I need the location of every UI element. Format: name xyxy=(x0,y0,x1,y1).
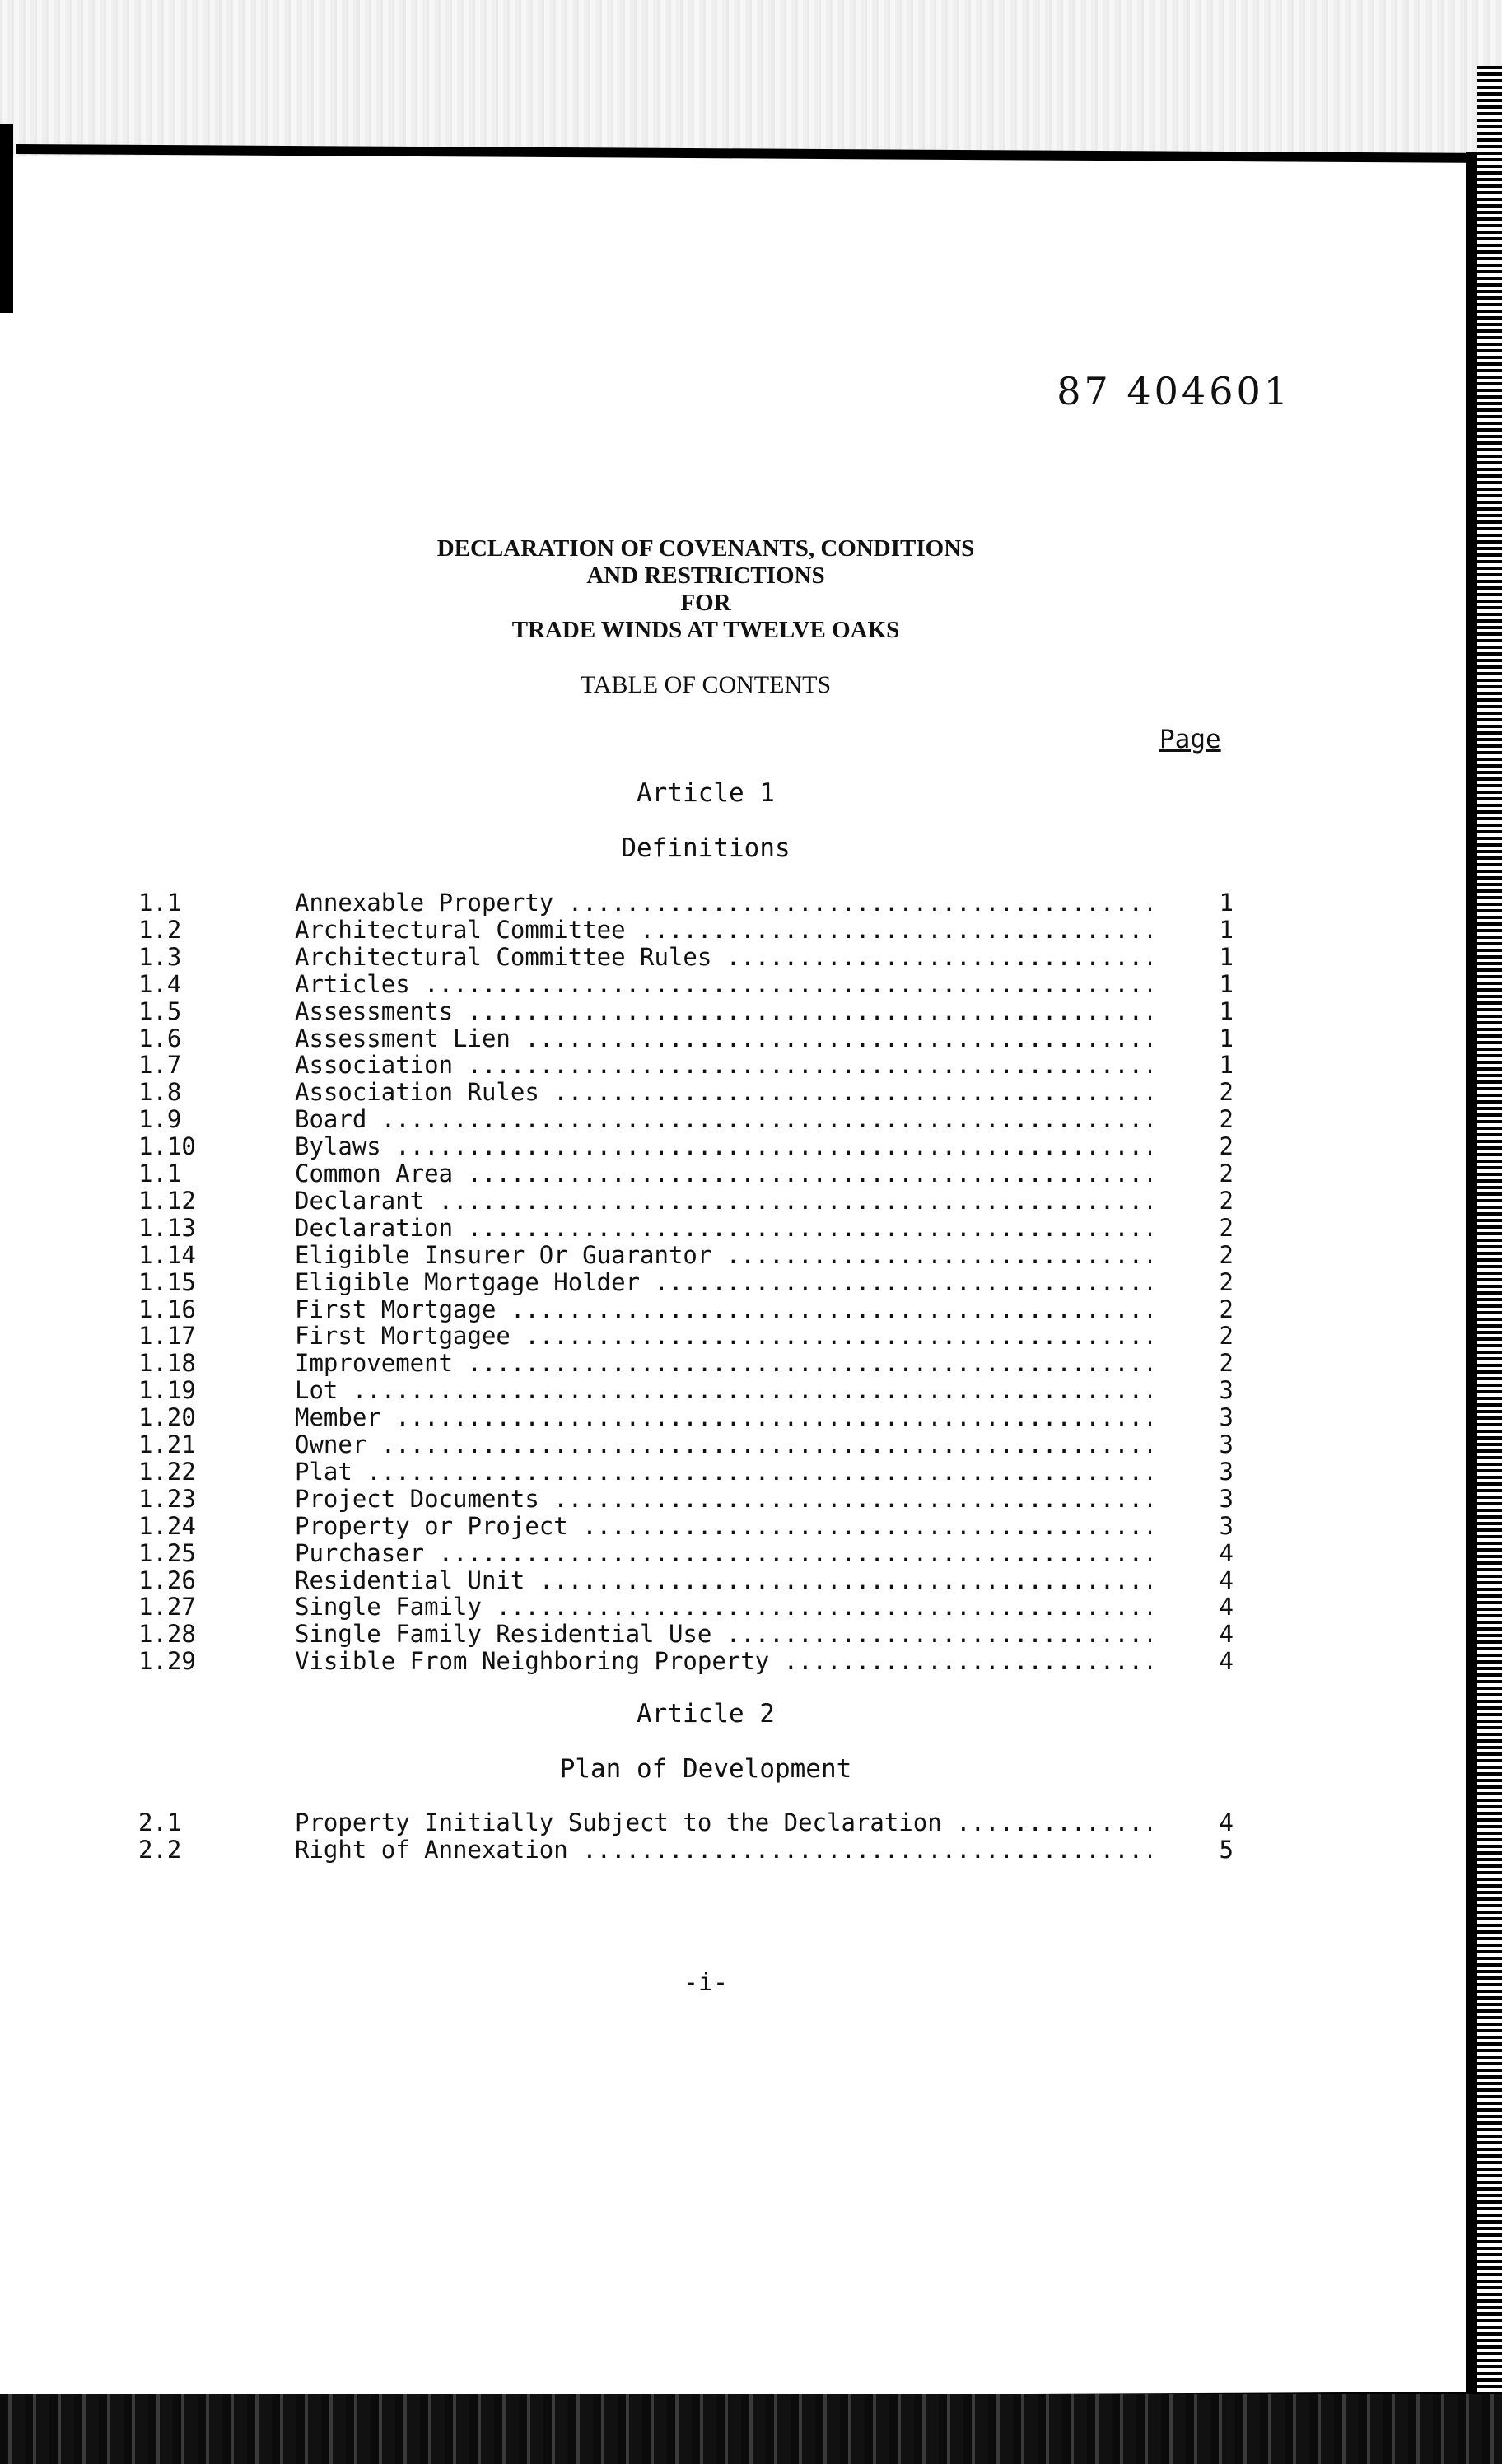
toc-entry-title: Member ..... xyxy=(295,1404,1151,1431)
toc-entry-number: 1.19 xyxy=(138,1376,196,1405)
toc-entry-title: Residential Unit ..... xyxy=(295,1567,1151,1594)
toc-entry xyxy=(138,1404,1234,1431)
toc-entry-number: 1.7 xyxy=(138,1051,182,1080)
toc-entry xyxy=(138,1594,1234,1621)
toc-entry-number: 1.3 xyxy=(138,942,182,971)
toc-entry xyxy=(138,971,1234,998)
toc-entry-number: 2.1 xyxy=(138,1808,182,1836)
toc-entry-number: 1.12 xyxy=(138,1186,196,1215)
toc-entry-page: 2 xyxy=(1219,1213,1234,1242)
toc-entry-title: Project Documents ..... xyxy=(295,1486,1151,1513)
toc-entry-number: 1.13 xyxy=(138,1213,196,1242)
toc-entry-page: 3 xyxy=(1219,1376,1234,1405)
toc-entry-page: 1 xyxy=(1219,1024,1234,1052)
toc-entry-title: Property Initially Subject to the Declaration ..... xyxy=(295,1809,1151,1836)
toc-entry-number: 1.17 xyxy=(138,1322,196,1351)
toc-entry-title: Improvement ..... xyxy=(295,1350,1151,1377)
toc-entry-title: Association Rules ..... xyxy=(295,1079,1151,1106)
toc-entry-page: 2 xyxy=(1219,1267,1234,1296)
toc-entry xyxy=(138,1513,1234,1540)
toc-entry xyxy=(138,1188,1234,1215)
toc-entry-page: 1 xyxy=(1219,969,1234,998)
toc-entry xyxy=(138,1540,1234,1567)
toc-entry xyxy=(138,1809,1234,1836)
toc-entry-title: Single Family Residential Use ..... xyxy=(295,1621,1151,1648)
title-line: AND RESTRICTIONS xyxy=(586,562,825,589)
toc-entry-number: 1.18 xyxy=(138,1349,196,1378)
toc-entry-number: 1.23 xyxy=(138,1484,196,1513)
toc-entry-page: 2 xyxy=(1219,1132,1234,1161)
toc-entry xyxy=(138,1350,1234,1377)
page-column-label: Page xyxy=(1159,725,1221,754)
toc-entry-title: Eligible Insurer Or Guarantor ..... xyxy=(295,1242,1151,1269)
toc-entry xyxy=(138,1621,1234,1648)
toc-entry-number: 2.2 xyxy=(138,1835,182,1864)
toc-entry-page: 3 xyxy=(1219,1430,1234,1458)
scan-noise-bottom xyxy=(0,2394,1502,2464)
toc-entry xyxy=(138,1377,1234,1404)
toc-entry-title: Visible From Neighboring Property ..... xyxy=(295,1648,1151,1675)
toc-entry-number: 1.4 xyxy=(138,969,182,998)
toc-entry xyxy=(138,1836,1234,1864)
toc-entry xyxy=(138,1133,1234,1160)
toc-entry-page: 1 xyxy=(1219,1051,1234,1080)
toc-entry-page: 1 xyxy=(1219,889,1234,917)
toc-entry-title: Articles ..... xyxy=(295,971,1151,998)
toc-entry xyxy=(138,1458,1234,1486)
toc-entry-title: Assessment Lien ..... xyxy=(295,1025,1151,1052)
toc-entry-title: Single Family ..... xyxy=(295,1594,1151,1621)
scan-noise-top xyxy=(0,0,1502,156)
toc-entry xyxy=(138,1296,1234,1323)
scan-edge-left xyxy=(0,124,13,313)
toc-entry-page: 1 xyxy=(1219,996,1234,1025)
toc-entry xyxy=(138,1323,1234,1350)
toc-entry-number: 1.29 xyxy=(138,1647,196,1676)
toc-entry xyxy=(138,1486,1234,1513)
toc-entry-page: 4 xyxy=(1219,1647,1234,1676)
toc-entry-title: Assessments ..... xyxy=(295,998,1151,1025)
toc-entry-number: 1.28 xyxy=(138,1620,196,1649)
toc-entry-number: 1.1 xyxy=(138,889,182,917)
toc-entry-title: Declaration ..... xyxy=(295,1215,1151,1242)
toc-entry-number: 1.9 xyxy=(138,1105,182,1134)
toc-entry-title: Declarant ..... xyxy=(295,1188,1151,1215)
toc-entry-number: 1.25 xyxy=(138,1538,196,1567)
article-heading: Article 1 xyxy=(637,778,775,808)
toc-entry-page: 2 xyxy=(1219,1349,1234,1378)
toc-entry-number: 1.16 xyxy=(138,1295,196,1323)
toc-entry-number: 1.1 xyxy=(138,1160,182,1188)
toc-entry-number: 1.15 xyxy=(138,1267,196,1296)
toc-entry-page: 2 xyxy=(1219,1322,1234,1351)
document-number: 87 404601 xyxy=(1057,369,1291,413)
toc-entry xyxy=(138,1648,1234,1675)
toc-entry-title: Common Area ..... xyxy=(295,1160,1151,1188)
toc-entry xyxy=(138,1431,1234,1458)
title-line: TRADE WINDS AT TWELVE OAKS xyxy=(511,617,900,643)
toc-entry-title: Architectural Committee ..... xyxy=(295,917,1151,944)
toc-entry-number: 1.8 xyxy=(138,1078,182,1107)
title-line: DECLARATION OF COVENANTS, CONDITIONS xyxy=(436,535,975,562)
toc-entry-page: 4 xyxy=(1219,1566,1234,1594)
toc-entry-title: First Mortgage ..... xyxy=(295,1296,1151,1323)
toc-entry-title: Right of Annexation ..... xyxy=(295,1836,1151,1864)
document-title xyxy=(0,535,1411,644)
toc-entry-title: First Mortgagee ..... xyxy=(295,1323,1151,1350)
toc-entry-title: Owner ..... xyxy=(295,1431,1151,1458)
toc-entry-page: 2 xyxy=(1219,1295,1234,1323)
toc-entry-page: 2 xyxy=(1219,1160,1234,1188)
toc-entry-number: 1.21 xyxy=(138,1430,196,1458)
toc-entry-page: 2 xyxy=(1219,1186,1234,1215)
article-heading: Article 2 xyxy=(637,1699,775,1729)
toc-entry-title: Property or Project ..... xyxy=(295,1513,1151,1540)
page-footer: -i- xyxy=(683,1968,729,1997)
toc-entry-title: Lot ..... xyxy=(295,1377,1151,1404)
toc-entry-page: 1 xyxy=(1219,915,1234,944)
toc-entry xyxy=(138,998,1234,1025)
toc-entry xyxy=(138,889,1234,917)
toc-entry-page: 3 xyxy=(1219,1511,1234,1540)
toc-entry xyxy=(138,1215,1234,1242)
toc-entry-page: 4 xyxy=(1219,1808,1234,1836)
toc-entry xyxy=(138,1567,1234,1594)
scan-edge-right xyxy=(1466,152,1477,2450)
toc-entry-number: 1.10 xyxy=(138,1132,196,1161)
toc-entry-number: 1.26 xyxy=(138,1566,196,1594)
scan-edge-right-strip xyxy=(1477,66,1502,2464)
toc-entry-page: 5 xyxy=(1219,1835,1234,1864)
toc-entry-title: Association ..... xyxy=(295,1052,1151,1079)
toc-entry xyxy=(138,1025,1234,1052)
toc-entry xyxy=(138,944,1234,971)
toc-entry-page: 2 xyxy=(1219,1105,1234,1134)
toc-entry-page: 3 xyxy=(1219,1457,1234,1486)
toc-entry-title: Purchaser ..... xyxy=(295,1540,1151,1567)
toc-entry-number: 1.2 xyxy=(138,915,182,944)
toc-entry-number: 1.27 xyxy=(138,1593,196,1622)
toc-entry-page: 2 xyxy=(1219,1240,1234,1269)
toc-entry xyxy=(138,1160,1234,1188)
toc-entry-number: 1.5 xyxy=(138,996,182,1025)
article-subtitle: Definitions xyxy=(621,833,791,863)
toc-entry xyxy=(138,917,1234,944)
toc-heading: TABLE OF CONTENTS xyxy=(580,671,832,698)
toc-entry-number: 1.14 xyxy=(138,1240,196,1269)
toc-entry-number: 1.6 xyxy=(138,1024,182,1052)
toc-entry-title: Architectural Committee Rules ..... xyxy=(295,944,1151,971)
toc-entry-page: 1 xyxy=(1219,942,1234,971)
toc-entry-title: Plat ..... xyxy=(295,1458,1151,1486)
toc-entry xyxy=(138,1052,1234,1079)
toc-entry-page: 4 xyxy=(1219,1620,1234,1649)
toc-entry-page: 4 xyxy=(1219,1538,1234,1567)
toc-entry-page: 2 xyxy=(1219,1078,1234,1107)
toc-entry-number: 1.20 xyxy=(138,1403,196,1432)
toc-entry-title: Board ..... xyxy=(295,1106,1151,1133)
toc-entry-page: 4 xyxy=(1219,1593,1234,1622)
toc-entry-page: 3 xyxy=(1219,1484,1234,1513)
toc-entry-title: Annexable Property ..... xyxy=(295,889,1151,917)
toc-entry xyxy=(138,1106,1234,1133)
toc-entry-number: 1.24 xyxy=(138,1511,196,1540)
toc-entry-title: Eligible Mortgage Holder ..... xyxy=(295,1269,1151,1296)
toc-entry-page: 3 xyxy=(1219,1403,1234,1432)
toc-entry-title: Bylaws ..... xyxy=(295,1133,1151,1160)
article-subtitle: Plan of Development xyxy=(559,1754,852,1784)
toc-entry xyxy=(138,1242,1234,1269)
toc-entry-number: 1.22 xyxy=(138,1457,196,1486)
title-line: FOR xyxy=(680,590,731,616)
toc-entry xyxy=(138,1079,1234,1106)
toc-entry xyxy=(138,1269,1234,1296)
